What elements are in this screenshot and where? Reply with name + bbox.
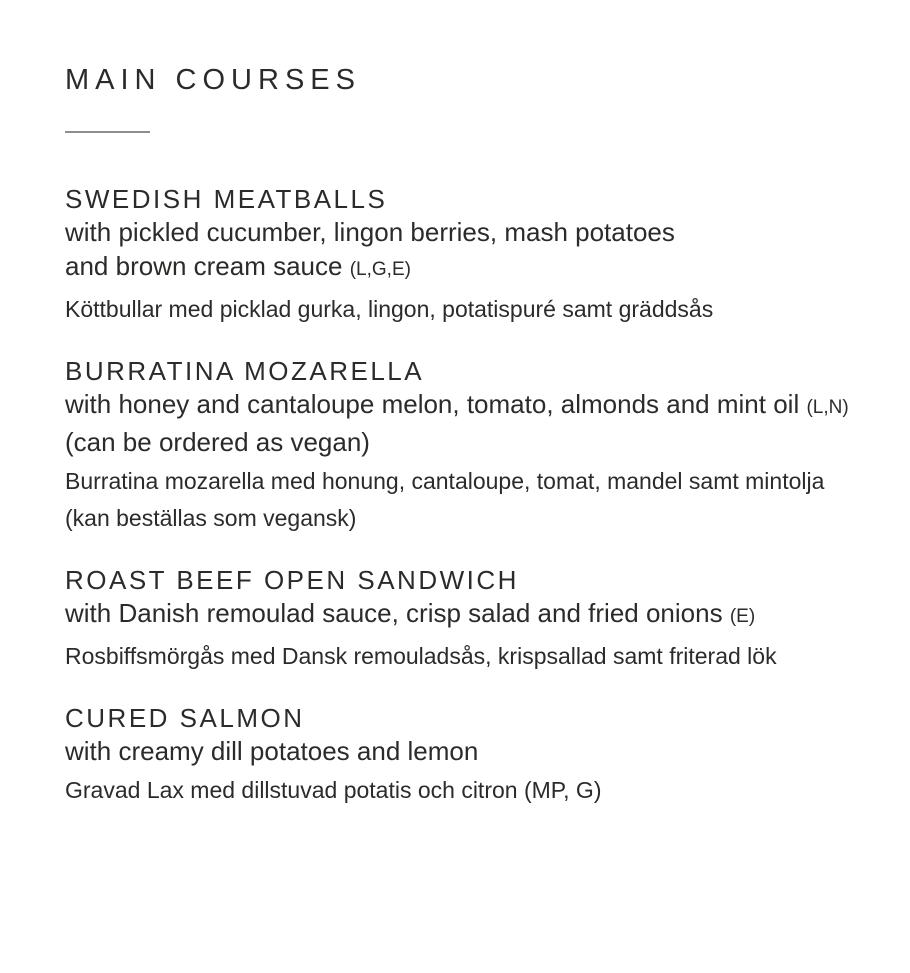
dish-description <box>65 734 870 768</box>
description-text: with honey and cantaloupe melon, tomato, almonds and mint oil <box>65 389 807 419</box>
dish-description <box>65 596 870 634</box>
menu-item <box>65 355 870 537</box>
menu-item <box>65 702 870 809</box>
dish-name: CURED SALMON <box>65 703 305 733</box>
description-text: with Danish remoulad sauce, crisp salad and fried onions <box>65 598 730 628</box>
allergen-codes: (L,G,E) <box>349 259 411 280</box>
dish-translation: Rosbiffsmörgås med Dansk remouladsås, krispsallad samt friterad lök <box>65 643 777 669</box>
menu-item <box>65 183 870 328</box>
dish-name: ROAST BEEF OPEN SANDWICH <box>65 565 519 595</box>
menu-items <box>65 183 870 809</box>
title-divider <box>65 131 150 133</box>
description-text: (can be ordered as vegan) <box>65 427 370 457</box>
dish-description <box>65 387 870 459</box>
menu-item <box>65 564 870 675</box>
description-text: and brown cream sauce <box>65 251 350 281</box>
dish-translation: Köttbullar med picklad gurka, lingon, potatispuré samt gräddsås <box>65 296 714 322</box>
dish-name: SWEDISH MEATBALLS <box>65 184 388 214</box>
dish-translation: Gravad Lax med dillstuvad potatis och citron (MP, G) <box>65 777 602 803</box>
dish-description <box>65 215 870 287</box>
allergen-codes: (E) <box>729 606 756 627</box>
allergen-codes: (L,N) <box>806 397 849 418</box>
description-text: with creamy dill potatoes and lemon <box>65 736 479 766</box>
dish-name: BURRATINA MOZARELLA <box>65 356 425 386</box>
description-text: with pickled cucumber, lingon berries, mash potatoes <box>65 217 675 247</box>
page-title: MAIN COURSES <box>65 64 361 96</box>
dish-translation: Burratina mozarella med honung, cantaloupe, tomat, mandel samt mintolja (kan beställas som vegansk) <box>65 468 825 531</box>
